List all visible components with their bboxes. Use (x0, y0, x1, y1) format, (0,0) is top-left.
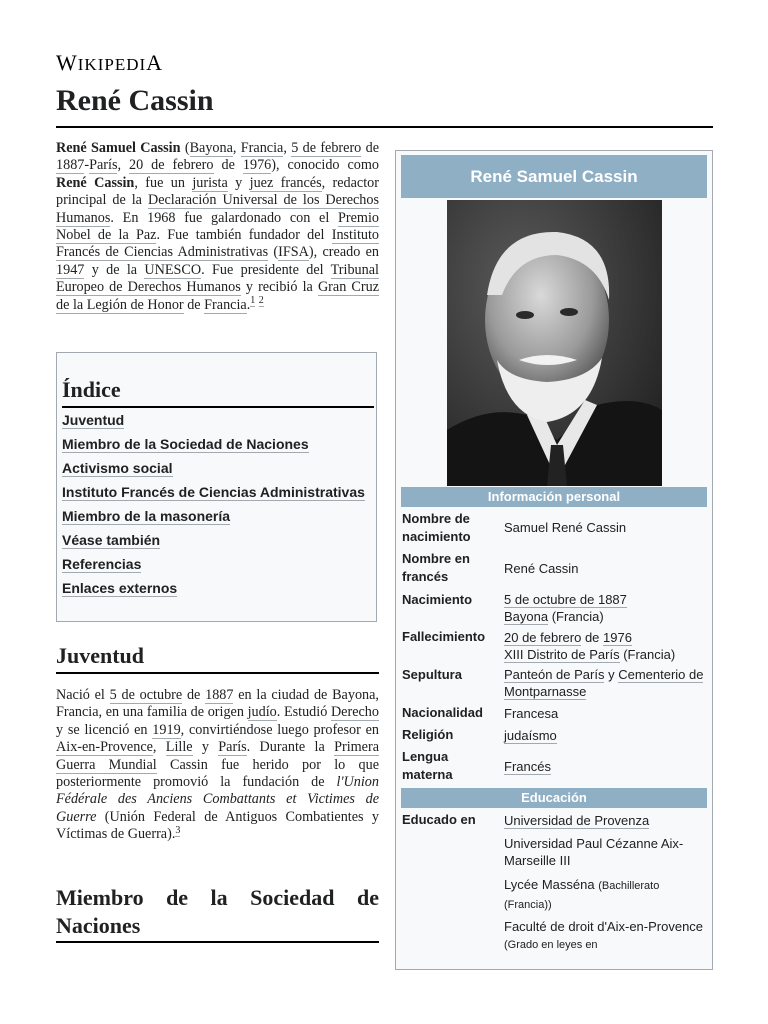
reference-3[interactable]: 3 (175, 824, 181, 836)
link-nac-fecha[interactable]: 5 de octubre de 1887 (504, 592, 627, 607)
toc-list (62, 413, 374, 605)
italic-union-federale: l'Union Fédérale des Anciens Combattants et Victimes de Guerre (56, 774, 379, 825)
intro-section (56, 140, 379, 314)
value-edu-3: Lycée Masséna (Bachillerato (Francia)) (504, 877, 660, 911)
heading-sociedad-rule (56, 941, 379, 943)
toc-item-masoneria[interactable]: Miembro de la masonería (62, 508, 231, 524)
bold-name: René Samuel Cassin (56, 140, 181, 156)
label-nombre-nacimiento: Nombre de nacimiento (402, 511, 471, 544)
link-juez-frances[interactable]: juez francés (249, 174, 322, 191)
label-nombre-frances: Nombre en francés (402, 551, 470, 584)
reference-2[interactable]: 2 (258, 294, 264, 306)
value-sepultura: Panteón de París y Cementerio de Montparnasse (504, 667, 704, 699)
link-tribunal-europeo[interactable]: Tribunal Europeo de Derechos Humanos (56, 261, 379, 296)
link-fal-dia[interactable]: 20 de febrero (504, 630, 582, 645)
value-lengua-materna (504, 758, 704, 775)
page-title: René Cassin (56, 84, 214, 117)
link-paris[interactable]: París (89, 157, 118, 174)
infobox (395, 150, 713, 970)
value-nacionalidad: Francesa (504, 706, 559, 721)
value-nombre-frances: René Cassin (504, 561, 579, 576)
value-nombre-nacimiento: Samuel René Cassin (504, 520, 627, 535)
table-of-contents (56, 352, 377, 622)
link-panteon[interactable]: Panteón de París (504, 667, 605, 682)
juventud-section (56, 687, 379, 844)
value-edu-2: Universidad Paul Cézanne Aix-Marseille III (504, 836, 684, 868)
logo-letter-a: A (146, 50, 164, 75)
link-instituto-frances[interactable]: Instituto Francés de Ciencias Administrativas (56, 227, 380, 261)
infobox-header: René Samuel Cassin (401, 155, 707, 198)
band-educacion: Educación (401, 788, 707, 808)
link-universidad-provenza[interactable]: Universidad de Provenza (504, 813, 650, 828)
link-20-de-febrero[interactable]: 20 de febrero (129, 157, 214, 174)
toc-item-vease[interactable]: Véase también (62, 532, 161, 548)
link-frances-lengua[interactable]: Francés (504, 759, 551, 774)
link-1887[interactable]: 1887 (56, 157, 85, 174)
toc-item-instituto[interactable]: Instituto Francés de Ciencias Administrativas (62, 484, 365, 500)
toc-title: Índice (62, 377, 121, 402)
link-fal-lugar[interactable]: XIII Distrito de París (504, 647, 620, 662)
label-sepultura: Sepultura (402, 667, 462, 682)
logo-letter-w: W (56, 50, 78, 75)
toc-item-juventud[interactable]: Juventud (62, 412, 125, 428)
value-religion (504, 727, 704, 744)
link-derecho[interactable]: Derecho (330, 704, 379, 721)
bold-name-short: René Cassin (56, 174, 135, 191)
link-cementerio[interactable]: Cementerio de Montparnasse (504, 667, 704, 699)
heading-juventud: Juventud (56, 643, 145, 668)
label-nacimiento: Nacimiento (402, 592, 473, 607)
link-aix-en-provence[interactable]: Aix-en-Provence (56, 739, 153, 756)
link-1947[interactable]: 1947 (56, 261, 85, 278)
toc-item-enlaces[interactable]: Enlaces externos (62, 580, 178, 596)
title-divider (56, 126, 713, 128)
heading-juventud-rule (56, 672, 379, 674)
portrait-illustration (447, 200, 662, 486)
link-5-de-febrero[interactable]: 5 de febrero (291, 140, 362, 156)
label-nacionalidad: Nacionalidad (402, 705, 483, 720)
link-francia[interactable]: Francia (240, 140, 284, 156)
link-gran-cruz[interactable]: Gran Cruz de la Legión de Honor (56, 279, 379, 313)
link-jurista[interactable]: jurista (192, 174, 228, 191)
intro-paragraph: René Samuel Cassin (Bayona, Francia, 5 de febrero de 1887-París, 20 de febrero de 1976), conocido como René Cassin, fue un jurista y juez francés, redactor principal de la Declaración Universal de los Derechos Humanos. En 1968 fue galardonado con el Premio Nobel de la Paz. Fue también fundador del Instituto Francés de Ciencias Administrativas (IFSA), creado en 1947 y de la UNESCO. Fue presidente del Tribunal Europeo de Derechos Humanos y recibió la Gran Cruz de la Legión de Honor de Francia.$^1$ $^2$ (56, 140, 380, 313)
value-nacimiento: 5 de octubre de 1887 Bayona (Francia) (504, 592, 627, 624)
link-1887-b[interactable]: 1887 (205, 687, 234, 703)
toc-item-activismo[interactable]: Activismo social (62, 460, 173, 476)
link-premio-nobel[interactable]: Premio Nobel de la Paz (56, 209, 379, 244)
link-5-de-octubre[interactable]: 5 de octubre (109, 687, 183, 703)
wikipedia-logo[interactable] (56, 50, 163, 76)
link-bayona[interactable]: Bayona (189, 140, 233, 156)
toc-item-referencias[interactable]: Referencias (62, 556, 142, 572)
value-fallecimiento: 20 de febrero de 1976 XIII Distrito de París (Francia) (504, 630, 676, 662)
link-nac-lugar[interactable]: Bayona (504, 609, 549, 624)
link-declaracion-universal[interactable]: Declaración Universal de los Derechos Humanos (56, 192, 380, 226)
link-paris-b[interactable]: París (218, 739, 247, 756)
label-lengua-materna: Lengua materna (402, 749, 453, 782)
juventud-paragraph: Nació el 5 de octubre de 1887 en la ciudad de Bayona, Francia, en una familia de origen judío. Estudió Derecho y se licenció en 1919, convirtiéndose luego profesor en Aix-en-Provence, Lille y París. Durante la Primera Guerra Mundial Cassin fue herido por lo que posteriormente promovió la fundación de l'Union Fédérale des Anciens Combattants et Victimes de Guerre (Unión Federal de Antiguos Combatientes y Víctimas de Guerra).$^3$ (56, 687, 380, 843)
link-1919[interactable]: 1919 (152, 721, 181, 738)
label-religion: Religión (402, 727, 454, 742)
link-1976[interactable]: 1976 (242, 157, 272, 174)
band-informacion-personal: Información personal (401, 487, 707, 507)
logo-letters: IKIPEDI (77, 55, 147, 74)
link-judaismo[interactable]: judaísmo (504, 728, 557, 743)
portrait-photo[interactable] (447, 200, 662, 486)
toc-divider (62, 406, 374, 408)
value-edu-4: Faculté de droit d'Aix-en-Provence (Grado en leyes en (504, 919, 704, 951)
label-educado-en: Educado en (402, 812, 476, 827)
toc-item-sociedad-naciones[interactable]: Miembro de la Sociedad de Naciones (62, 436, 309, 452)
link-judio[interactable]: judío (247, 704, 277, 721)
link-primera-guerra-mundial[interactable]: Primera Guerra Mundial (56, 739, 380, 773)
link-fal-anio[interactable]: 1976 (603, 630, 632, 645)
label-fallecimiento: Fallecimiento (402, 629, 486, 644)
link-ifsa[interactable]: IFSA (278, 244, 309, 261)
link-francia-2[interactable]: Francia (204, 296, 247, 313)
value-edu-1 (504, 812, 704, 829)
link-unesco[interactable]: UNESCO (144, 261, 202, 278)
reference-1[interactable]: 1 (250, 294, 256, 306)
link-lille[interactable]: Lille (165, 739, 193, 756)
heading-sociedad-naciones: Miembro de la Sociedad de Naciones (56, 885, 379, 938)
